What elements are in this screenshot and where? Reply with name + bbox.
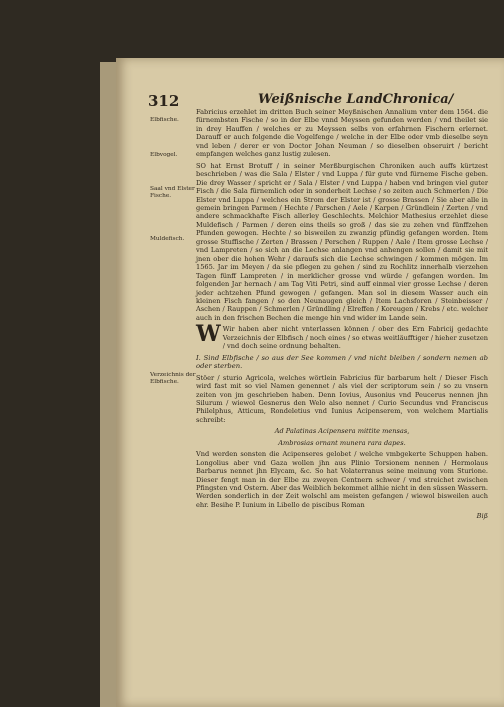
page-number: 312 [148,92,180,110]
section-heading: I. Sind Elbfische / so aus der See kommen / vnd nicht bleiben / sondern nemen ab oder sterben. [196,353,488,371]
margin-note: Elbvogel. [150,152,178,158]
running-title: Weißnische LandChronica/ [258,92,454,107]
paragraph: Fabricius erzehlet im dritten Buch seiner Meyßnischen Annalium vnter dem 1564. die fürnembsten Fische / so in der Elbe vnnd Meyssen gefunden werden / vnd theilet sie in drey Hauffen / welches er zu Meyssen selbs von erfahrnen Fischern erlernet. Darauff er auch folgende die Vogelfenge / welche in der Elbe oder vmb dieselbe seyn vnd leben / derer er von Doctor Johan Neuman / so dieselben obseruirt / bericht empfangen welches ganz lustig zulesen. [196,108,488,159]
paragraph-text: Wir haben aber nicht vnterlassen können / ober des Ern Fabricij gedachte Verzeichnis der Elbfisch / noch eines / so etwas weitläufftiger / hieher zusetzen / vnd doch seine ordnung behalten. [222,325,488,351]
verse-line: Ambrosias ornant munera rara dapes. [278,438,406,447]
paragraph [196,321,488,351]
drop-cap: W [196,321,221,348]
catchword: Biß [476,512,488,521]
verse-line: Ad Palatinas Acipensera mittite mensas, [274,427,410,436]
margin-note: Muldefisch. [150,236,185,242]
margin-note: Verzeichnis der Elbfische. [150,372,196,385]
margin-note: Saal vnd Elster Fische. [150,186,195,199]
paragraph: SO hat Ernst Brotuff / in seiner Merßburgischen Chroniken auch auffs kürtzest beschrieben / was die Sala / Elster / vnd Luppa / für gute vnd fürneme Fische geben. Die drey Wasser / spricht er / Sala / Elster / vnd Luppa / haben vnd bringen viel guter Fisch / die Sala fürnemlich oder in sonderheit Lechse / so zeiten auch Schmerlen / Die Elster vnd Luppa / welches ein Strom der Elster ist / grosse Brassen / Sie aber alle in gemein bringen Parmen / Hechte / Parschen / Aele / Karpen / Gründlein / Zerten / vnd andere schmackhafte Fisch allerley Geschlechts. Melchior Mathesius erzehlet diese Muldefisch / Parmen / deren eins theils so groß / das sie zu zehen vnd fünffzehen Pfunden gewogen. Hechte / so bisweilen zu zwanzig pfündig gefangen worden. Item grosse Stuffische / Zerten / Brassen / Perschen / Ruppen / Aale / Item grosse Lechse / vnd Lampreten / so sich an die Lechse anlangen vnd anhengen sollen / damit sie mit jnen ober die hohen Wehr / daraufs sich die Lechse schwingen / kommen mögen. Im 1565. Jar im Meyen / da sie pflegen zu gehen / sind zu Rochlitz innerhalb vierzehen Tagen fünff Lampreten / in merklicher grosse vnd würde / gefangen worden. Im folgenden Jar hernach / am Tag Viti Petri, sind auff einmal vier grosse Lechse / deren jeder achtzehen Pfund gewogen / gefangen. Man sol in diesem Wasser auch ein kleinen Fisch fangen / so den Neunaugen gleich / Item Lachsforen / Steinbeisser / Aschen / Rauppen / Schmerlen / Gründling / Elreffen / Koreugen / Krebs / etc. welcher auch in den frischen Bechen die menge hin vnd wider im Lande sein. [196,161,488,322]
section-text: Stöer / sturio Agricola, welches wörtlein Fabricius für barbarum helt / Dieser Fisch wird fast mit so viel Namen genennet / als viel der scriptorum sein / so zu vnsern zeiten von jm geschrieben haben. Denn Iovius, Ausonius vnd Peucerus nennen jhn Silurum / wiewol Gesnerus den Welo also nennet / Curio Secundus vnd Franciscus Philelphus, Atticum, Rondeletius vnd Iunius Acipenserem, von welchem Martialis schreibt: [196,373,488,424]
margin-note: Elbfische. [150,117,179,123]
main-text [196,108,488,524]
closing-text: Vnd werden sonsten die Acipenseres gelobet / welche vmbgekerte Schuppen haben. Longolius aber vnd Gaza wollen jhn aus Plinio Torsionem nennen / Hermolaus Barbarus nennet jhn Elycam, &c. So hat Volaterranus seine meinung vom Sturione. Dieser fengt man in der Elbe zu zweyen Centnern schwer / vnd streichet zwischen Pfingsten vnd Ostern. Aber das Weiblich bekommet allhie nicht in den süssen Wassern. Werden sonderlich in der Zeit wolschl am meisten gefangen / wiewol bisweilen auch ehr. Besihe P. Iunium in Libello de piscibus Roman [196,450,488,509]
